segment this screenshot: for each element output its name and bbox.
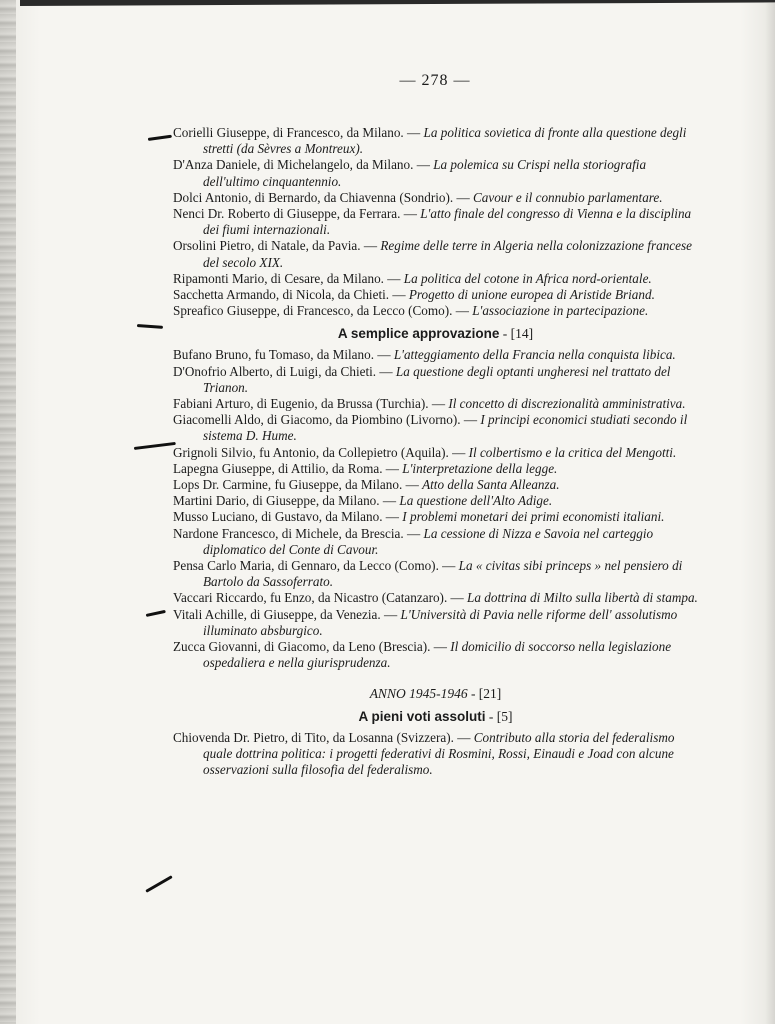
thesis-entry (173, 558, 698, 590)
entry-author: Dolci Antonio, di Bernardo, da Chiavenna (Sondrio). — (173, 189, 473, 205)
thesis-entry (173, 639, 698, 671)
entry-author: Zucca Giovanni, di Giacomo, da Leno (Brescia). — (173, 639, 451, 655)
entry-author: Grignoli Silvio, fu Antonio, da Collepietro (Aquila). — (173, 444, 469, 460)
entry-author: Orsolini Pietro, di Natale, da Pavia. — (173, 238, 381, 254)
thesis-entry (173, 445, 698, 461)
entry-author: Vaccari Riccardo, fu Enzo, da Nicastro (Catanzaro). — (173, 590, 468, 606)
entry-author: Lops Dr. Carmine, fu Giuseppe, da Milano. — (173, 477, 423, 493)
handwritten-mark-5 (145, 875, 172, 893)
section-heading-semplice (173, 326, 698, 342)
section-heading-count: - [14] (499, 326, 534, 342)
handwritten-mark-2 (137, 324, 163, 329)
entry-author: Bufano Bruno, fu Tomaso, da Milano. — (173, 347, 394, 363)
section-heading-label: A pieni voti assoluti (358, 708, 486, 724)
thesis-block-1 (173, 125, 698, 319)
entry-author: Spreafico Giuseppe, di Francesco, da Lecco (Como). — (173, 303, 473, 319)
entry-author: Vitali Achille, di Giuseppe, da Venezia. — (173, 606, 401, 622)
thesis-entry (173, 607, 698, 639)
entry-title: Il concetto di discrezionalità amministrativa. (448, 396, 686, 412)
entry-title: Progetto di unione europea di Aristide Briand. (408, 287, 655, 303)
section-heading-label: A semplice approvazione (337, 326, 500, 342)
page-number: — 278 — (399, 72, 471, 89)
entry-author: Sacchetta Armando, di Nicola, da Chieti. — (173, 287, 409, 303)
thesis-entry (173, 477, 698, 493)
thesis-entry (173, 287, 698, 303)
thesis-entry (173, 303, 698, 319)
thesis-entry (173, 238, 698, 270)
entry-author: Corielli Giuseppe, di Francesco, da Milano. — (173, 125, 424, 140)
entry-author: Chiovenda Dr. Pietro, di Tito, da Losanna (Svizzera). — (173, 729, 474, 745)
thesis-entry (173, 526, 698, 558)
entry-title: La politica del cotone in Africa nord-orientale. (403, 270, 652, 286)
thesis-entry (173, 364, 698, 396)
entry-author: Lapegna Giuseppe, di Attilio, da Roma. — (173, 460, 403, 476)
entry-title: La dottrina di Milto sulla libertà di stampa. (467, 590, 698, 606)
entry-author: Nardone Francesco, di Michele, da Brescia. — (173, 525, 424, 541)
thesis-entry (173, 461, 698, 477)
thesis-entry (173, 206, 698, 238)
page-top-edge (20, 0, 775, 6)
entry-title: La politica sovietica di fronte alla questione degli stretti (da Sèvres a Montreux). (203, 125, 687, 157)
thesis-entry (173, 190, 698, 206)
entry-title: L'Università di Pavia nelle riforme dell' assolutismo illuminato absburgico. (203, 606, 678, 638)
section-heading-count: - [5] (485, 708, 513, 724)
entry-title: I principi economici studiati secondo il sistema D. Hume. (203, 412, 688, 444)
entry-title: Il domicilio di soccorso nella legislazione ospedaliera e nella giurisprudenza. (203, 639, 672, 671)
entry-author: Musso Luciano, di Gustavo, da Milano. — (173, 509, 403, 525)
year-heading-label: ANNO 1945-1946 (369, 685, 468, 701)
entry-title: La polemica su Crispi nella storiografia dell'ultimo cinquantennio. (203, 157, 647, 189)
entry-title: Regime delle terre in Algeria nella colonizzazione francese del secolo XIX. (203, 238, 692, 270)
entry-author: Ripamonti Mario, di Cesare, da Milano. — (173, 270, 404, 286)
entry-title: L'atteggiamento della Francia nella conquista libica. (393, 347, 676, 363)
entry-author: D'Onofrio Alberto, di Luigi, da Chieti. — (173, 363, 396, 379)
entry-author: Martini Dario, di Giuseppe, da Milano. — (173, 493, 400, 509)
entry-title: L'interpretazione della legge. (402, 460, 558, 476)
handwritten-mark-4 (146, 610, 166, 617)
section-heading-pieni (173, 709, 698, 725)
entry-title: L'atto finale del congresso di Vienna e la disciplina dei fiumi internazionali. (203, 206, 692, 238)
thesis-entry (173, 730, 698, 779)
entry-title: La « civitas sibi princeps » nel pensiero di Bartolo da Sassoferrato. (203, 558, 683, 590)
thesis-entry (173, 493, 698, 509)
entry-title: La cessione di Nizza e Savoia nel carteggio diplomatico del Conte di Cavour. (203, 525, 654, 557)
entry-title: La questione degli optanti ungheresi nel trattato del Trianon. (203, 363, 671, 395)
entry-title: Atto della Santa Alleanza. (422, 477, 560, 493)
thesis-entry (173, 271, 698, 287)
thesis-entry (173, 125, 698, 157)
entry-title: I problemi monetari dei primi economisti italiani. (402, 509, 665, 525)
entry-author: Nenci Dr. Roberto di Giuseppe, da Ferrara. — (173, 206, 421, 222)
entry-author: D'Anza Daniele, di Michelangelo, da Milano. — (173, 157, 434, 173)
entry-title: L'associazione in partecipazione. (472, 303, 649, 319)
thesis-block-2 (173, 347, 698, 671)
entry-title: La questione dell'Alto Adige. (399, 493, 553, 509)
year-heading-count: - [21] (467, 685, 502, 701)
thesis-entry (173, 396, 698, 412)
thesis-list (173, 125, 698, 778)
thesis-entry (173, 590, 698, 606)
entry-author: Pensa Carlo Maria, di Gennaro, da Lecco (Como). — (173, 558, 459, 574)
entry-title: Cavour e il connubio parlamentare. (472, 189, 663, 205)
entry-title: Contributo alla storia del federalismo quale dottrina politica: i progetti federativi di Rosmini, Rossi, Einaudi e Joad con alcune osservazioni sulla filosofia del federalismo. (203, 729, 675, 777)
entry-author: Fabiani Arturo, di Eugenio, da Brussa (Turchia). — (173, 396, 449, 412)
thesis-entry (173, 347, 698, 363)
entry-title: Il colbertismo e la critica del Mengotti. (468, 444, 677, 460)
thesis-entry (173, 157, 698, 189)
entry-author: Giacomelli Aldo, di Giacomo, da Piombino (Livorno). — (173, 412, 481, 428)
handwritten-mark-1 (148, 135, 172, 141)
thesis-entry (173, 412, 698, 444)
thesis-entry (173, 509, 698, 525)
handwritten-mark-3 (134, 442, 176, 450)
year-heading (173, 686, 698, 702)
thesis-block-3 (173, 730, 698, 779)
page-binding-edge (0, 0, 16, 1024)
